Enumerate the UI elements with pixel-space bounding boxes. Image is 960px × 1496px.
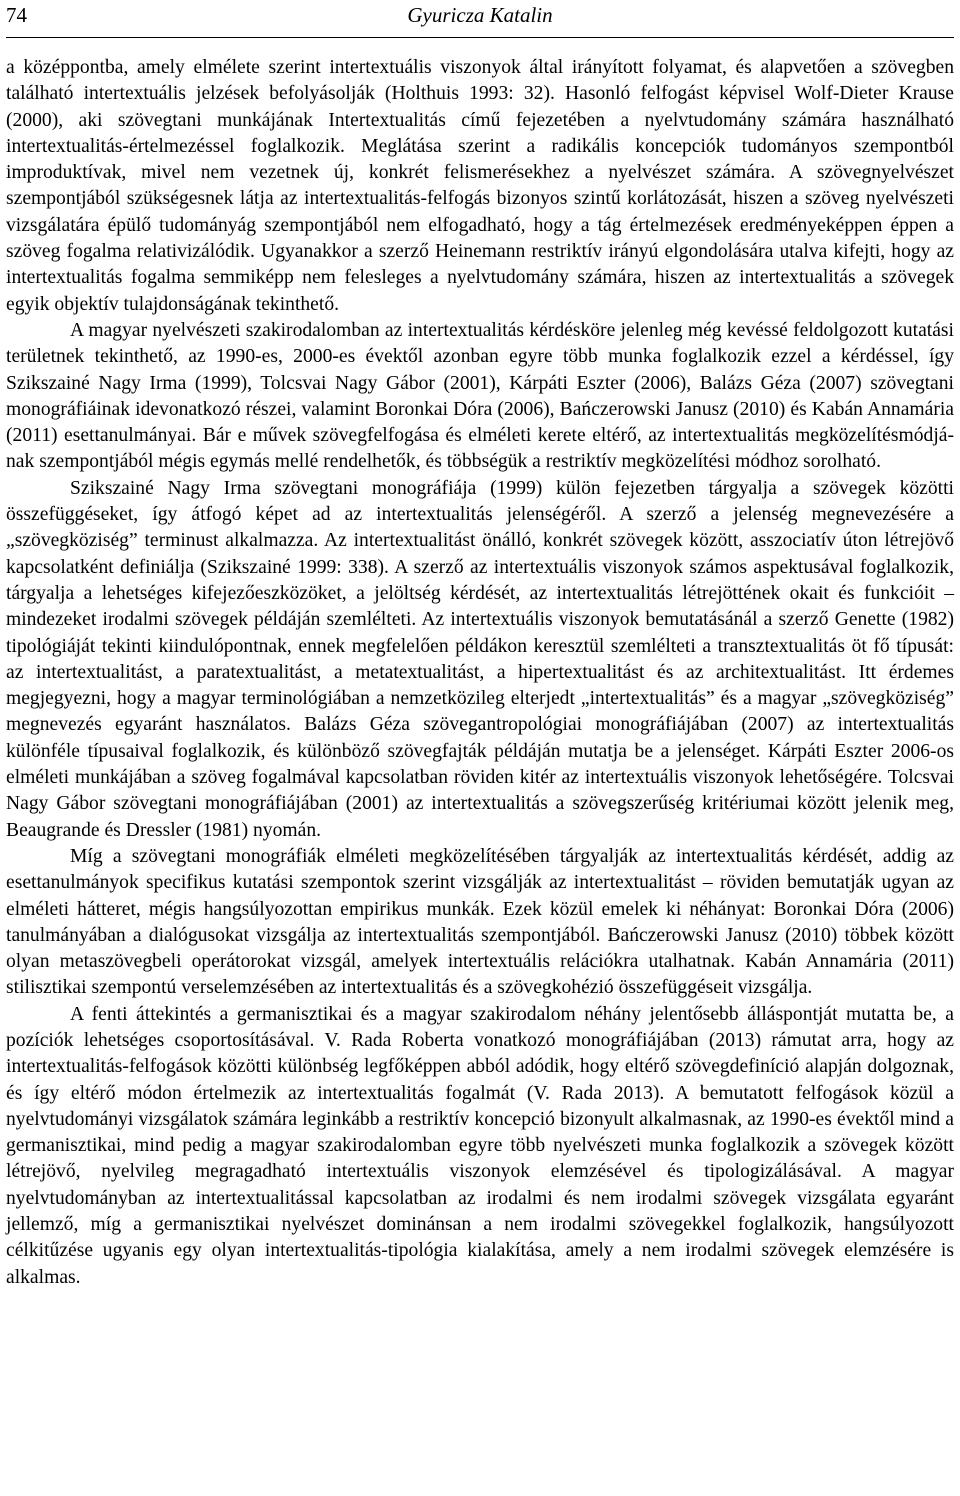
book-page [6,0,954,1496]
paragraph: A magyar nyelvészeti szakirodalomban az intertextualitás kérdésköre jelenleg még kevéssé feldolgozott kutatási területnek tekinthető, az 1990-es, 2000-es évektől azonban egyre több munka foglalkozik ezzel a kérdéssel, így Szikszainé Nagy Irma (1999), Tolcsvai Nagy Gábor (2001), Kárpáti Eszter (2006), Balázs Géza (2007) szövegtani monográfiáinak idevonatkozó részei, valamint Boronkai Dóra (2006), Bańczerowski Janusz (2010) és Kabán Annamária (2011) esettanulmányai. Bár e művek szövegfelfogása és elméleti kerete eltérő, az intertextualitás megközelítésmódjának szempontjából mégis egymás mellé rendelhetők, és többségük a restriktív megközelítési módhoz sorolható. [6,319,954,473]
paragraph: Szikszainé Nagy Irma szövegtani monográfiája (1999) külön fejezetben tárgyalja a szövegek közötti összefüggéseket, így átfogó képet ad az intertextualitás jelenségéről. A szerző a jelenség megnevezésére a „szövegköziség” terminust alkalmazza. Az intertextualitást önálló, konkrét szövegek között, asszociatív úton létrejövő kapcsolatként definiálja (Szikszainé 1999: 338). A szerző az intertextuális viszonyok számos aspektusával foglalkozik, tárgyalja a lehetséges kifejezőeszközöket, a jelöltség kérdését, az intertextualitás létrejöttének okait és funkcióit – mindezeket irodalmi szövegek példáján szemlélteti. Az intertextuális viszonyok bemutatásánál a szerző Genette (1982) tipológiáját tekinti kiindulópontnak, ennek megfelelően példákon keresztül szemlélteti a transztextualitás öt fő típusát: az intertextualitást, a paratextualitást, a metatextualitást, a hipertextualitást és az architextualitást. Itt érdemes megjegyezni, hogy a magyar terminológiában a nemzetközileg elterjedt „intertextualitás” és a magyar „szövegköziség” megnevezés egyaránt használatos. Balázs Géza szövegantropológiai monográfiájában (2007) az intertextualitás különféle típusaival foglalkozik, és különböző szövegfajták példáján mutatja be a jelenséget. Kárpáti Eszter 2006-os elméleti munkájában a szöveg fogalmával kapcsolatban röviden kitér az intertextuális viszonyok lehetőségére. Tolcsvai Nagy Gábor szövegtani monográfiájában (2001) az intertextualitás a szövegszerűség kritériumai között jelenik meg, Beaugrande és Dressler (1981) nyomán. [6,477,954,841]
paragraph: Míg a szövegtani monográfiák elméleti megközelítésében tárgyalják az intertextualitás kérdését, addig az esettanulmányok specifikus kutatási szempontok szerint vizsgálják az intertextualitást – röviden bemutatják ugyan az elméleti hátteret, mégis hangsúlyozottan empirikus munkák. Ezek közül emelek ki néhányat: Boronkai Dóra (2006) tanulmányában a dialógusokat vizsgálja az intertextualitás szempontjából. Bańczerowski Janusz (2010) többek között olyan metaszövegbeli operátorokat vizsgál, amelyek intertextuális relációkra utalhatnak. Kabán Annamária (2011) stilisztikai szempontú verselemzésében az intertextualitás és a szövegkohézió összefüggéseit vizsgálja. [6,845,954,999]
running-head [6,0,954,38]
page-number: 74 [6,3,27,27]
running-title-author: Gyuricza Katalin [407,3,553,27]
body-text [6,55,954,1291]
paragraph: a középpontba, amely elmélete szerint intertextuális viszonyok által irányított folyamat, és alapvetően a szövegben található intertextuális jelzések befolyásolják (Holthuis 1993: 32). Hasonló felfogást képvisel Wolf-Dieter Krause (2000), aki szövegtani munkájának Intertextualitás című fejezetében a nyelvtudomány számára használható intertextualitás-értelmezéssel foglalkozik. Meglátása szerint a radikális koncepciók tudományos szempontból improduktívak, mivel nem vezetnek új, konkrét felismerésekhez a nyelvészet számára. A szövegnyelvészet szempontjából szükségesnek látja az intertextualitás-felfogás bizonyos szintű korlátozását, hiszen a szöveg nyelvészeti vizsgálatára épülő tudományág szempontjából nem elfogadható, hogy a tág értelmezések eredményeképpen éppen a szöveg fogalma relativizálódik. Ugyanakkor a szerző Heinemann restriktív irányú elgondolására utalva kifejti, hogy az intertextualitás fogalma semmiképp nem felesleges a nyelvtudomány számára, hiszen az intertextualitás a szövegek egyik objektív tulajdonságának tekinthető. [6,57,954,315]
paragraph: A fenti áttekintés a germanisztikai és a magyar szakirodalom néhány jelentősebb álláspontját mutatta be, a pozíciók lehetséges csoportosításával. V. Rada Roberta vonatkozó monográfiájában (2013) rámutat arra, hogy az intertextualitás-felfogások közötti különbség legfőképpen abból adódik, hogy eltérő szövegdefiníció alapján dolgoznak, és így eltérő módon értelmezik az intertextualitás fogalmát (V. Rada 2013). A bemutatott felfogások közül a nyelvtudományi vizsgálatok számára leginkább a restriktív koncepció bizonyult alkalmasnak, az 1990-es évektől mind a germanisztikai, mind pedig a magyar szakirodalomban egyre több nyelvészeti munka foglalkozik a szövegek között létrejövő, nyelvileg megragadható intertextuális viszonyok elemzésével és tipologizálásával. A magyar nyelvtudományban az intertextualitással kapcsolatban az irodalmi és nem irodalmi szövegek vizsgálata egyaránt jellemző, míg a germanisztikai nyelvészet dominánsan a nem irodalmi szövegekkel foglalkozik, hangsúlyozott célkitűzése ugyanis egy olyan intertextualitás-tipológia kialakítása, amely a nem irodalmi szövegek elemzésére is alkalmas. [6,1003,954,1288]
